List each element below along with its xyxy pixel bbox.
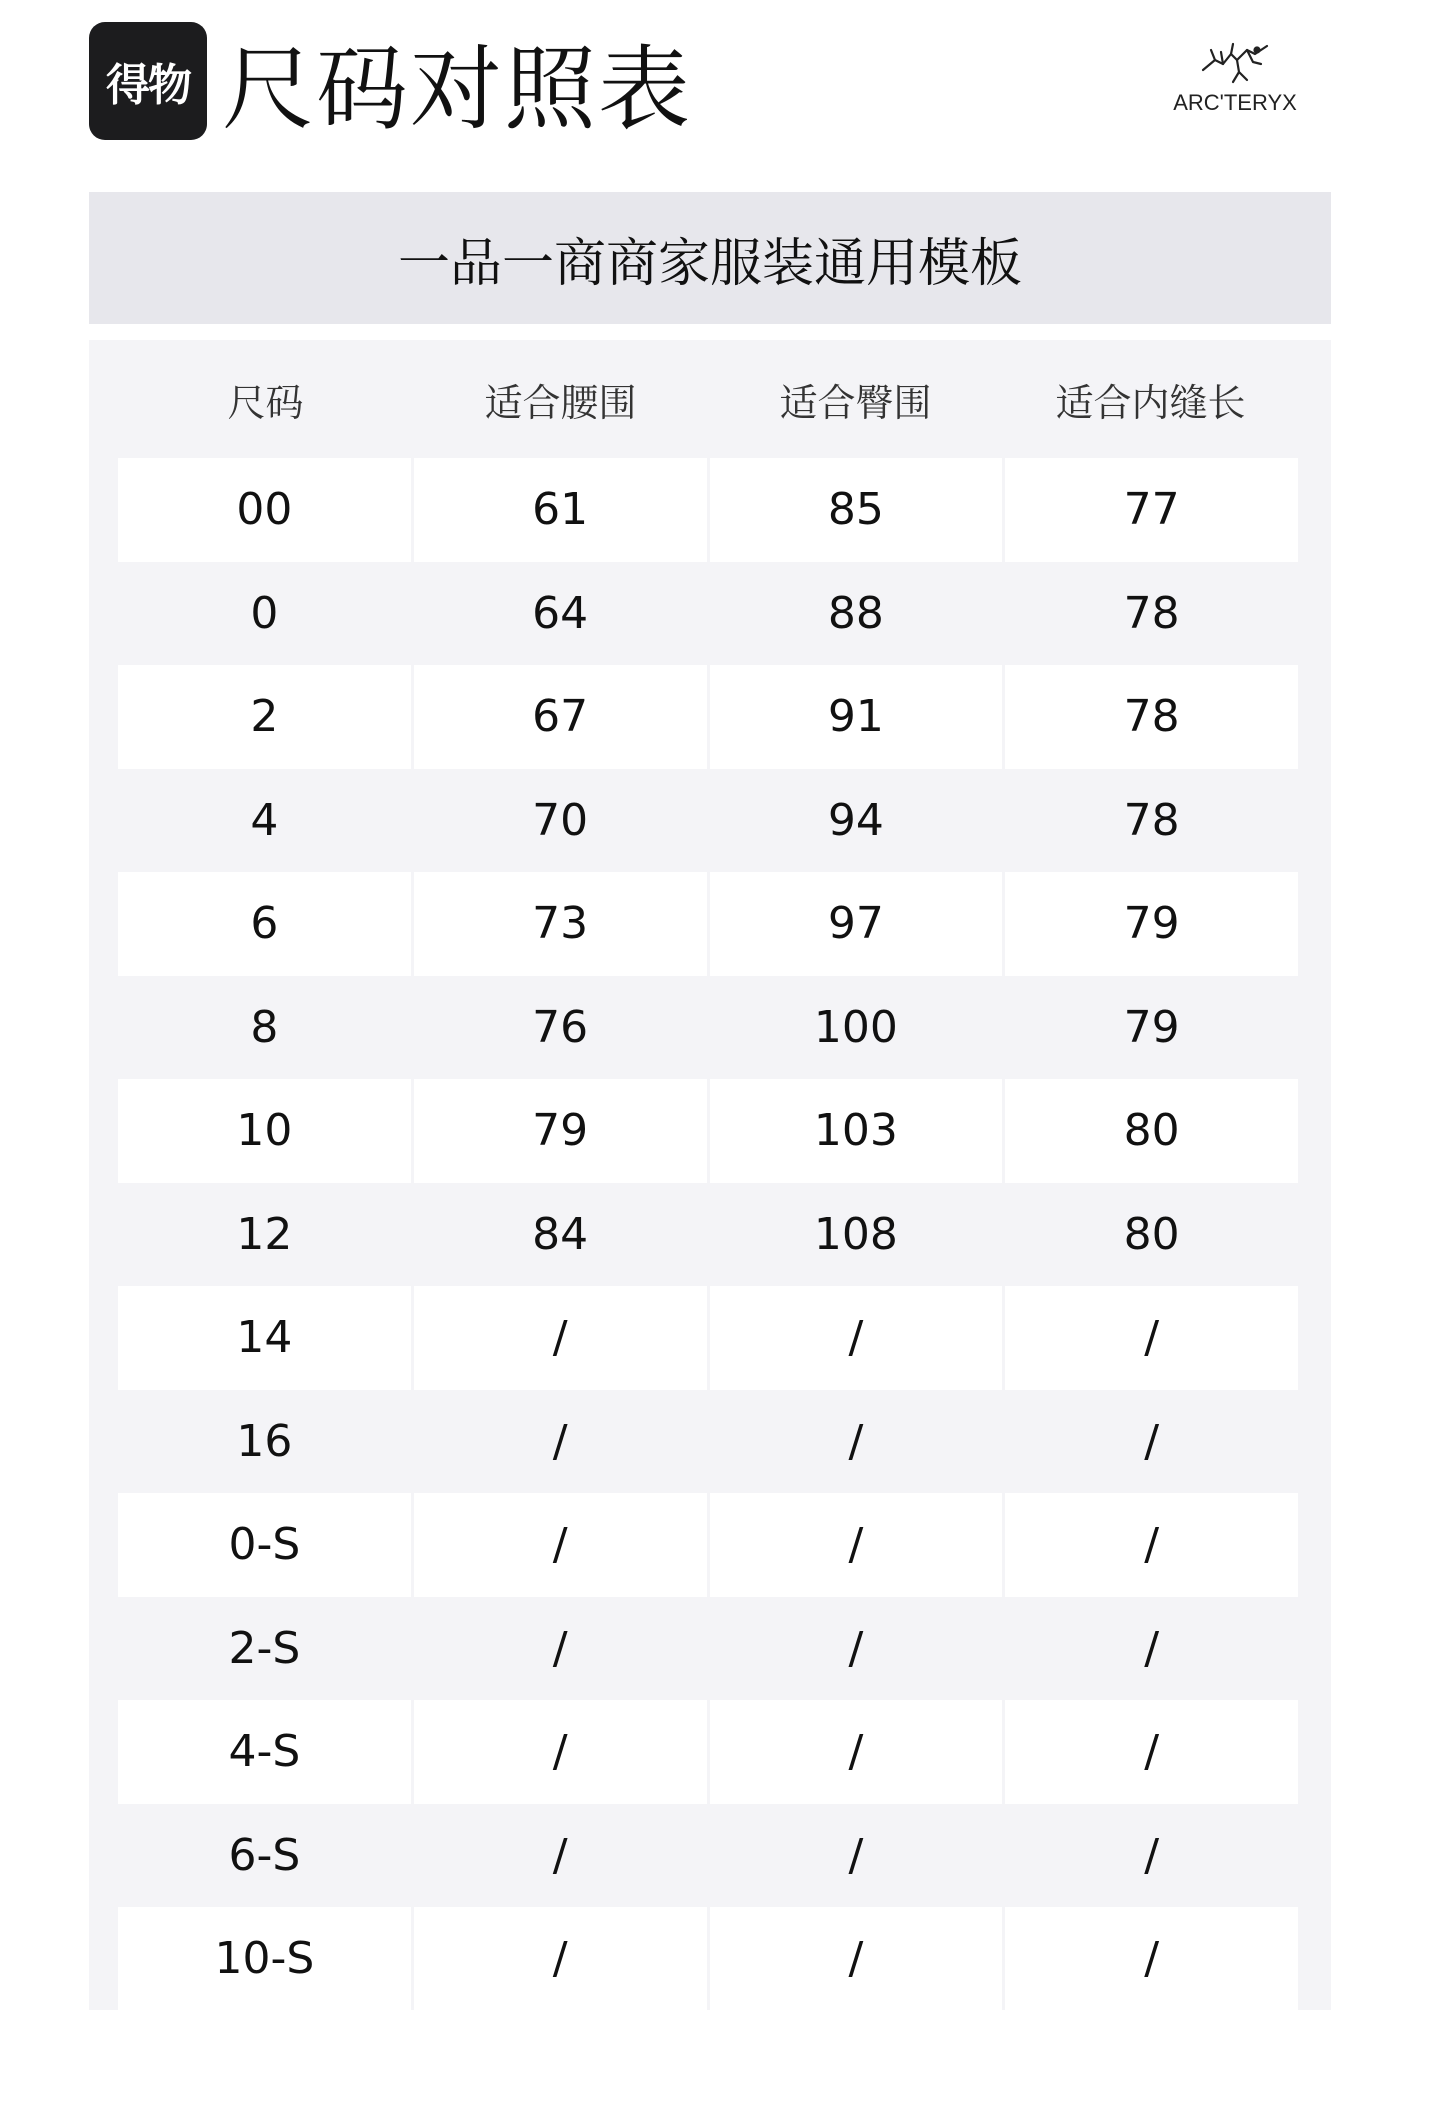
cell-inseam: 77 (1005, 458, 1298, 562)
cell-inseam: 79 (1005, 976, 1298, 1080)
cell-inseam: 79 (1005, 872, 1298, 976)
cell-size: 6-S (118, 1804, 411, 1908)
cell-size: 2-S (118, 1597, 411, 1701)
cell-size: 6 (118, 872, 411, 976)
cell-hip: / (710, 1597, 1003, 1701)
cell-inseam: / (1005, 1907, 1298, 2011)
cell-hip: 88 (710, 562, 1003, 666)
cell-hip: 91 (710, 665, 1003, 769)
table-row (118, 562, 1298, 666)
brand-logo (1170, 40, 1300, 130)
size-table (89, 340, 1331, 2010)
cell-inseam: 80 (1005, 1079, 1298, 1183)
cell-size: 14 (118, 1286, 411, 1390)
cell-size: 2 (118, 665, 411, 769)
table-row (118, 1079, 1298, 1183)
page-title: 尺码对照表 (222, 36, 693, 143)
cell-hip: / (710, 1286, 1003, 1390)
cell-hip: 85 (710, 458, 1003, 562)
cell-inseam: / (1005, 1390, 1298, 1494)
cell-inseam: / (1005, 1700, 1298, 1804)
table-row (118, 1804, 1298, 1908)
page-header (0, 0, 1440, 180)
table-row (118, 1700, 1298, 1804)
cell-waist: 64 (414, 562, 707, 666)
template-banner-text: 一品一商商家服装通用模板 (397, 233, 1022, 294)
cell-inseam: / (1005, 1286, 1298, 1390)
table-row (118, 1286, 1298, 1390)
cell-waist: 76 (414, 976, 707, 1080)
cell-size: 4 (118, 769, 411, 873)
table-row (118, 976, 1298, 1080)
table-row (118, 1597, 1298, 1701)
cell-hip: / (710, 1804, 1003, 1908)
cell-size: 12 (118, 1183, 411, 1287)
cell-hip: 97 (710, 872, 1003, 976)
cell-waist: / (414, 1390, 707, 1494)
table-row (118, 1183, 1298, 1287)
logo-text: 得物 (106, 60, 190, 111)
cell-waist: 79 (414, 1079, 707, 1183)
cell-inseam: 78 (1005, 562, 1298, 666)
column-header-hip: 适合臀围 (779, 380, 932, 425)
table-body (118, 458, 1298, 2011)
cell-inseam: 78 (1005, 665, 1298, 769)
table-row (118, 769, 1298, 873)
cell-waist: / (414, 1493, 707, 1597)
column-header-waist: 适合腰围 (484, 380, 637, 425)
column-header-inseam: 适合内缝长 (1055, 380, 1246, 425)
cell-size: 4-S (118, 1700, 411, 1804)
table-row (118, 1493, 1298, 1597)
cell-hip: / (710, 1700, 1003, 1804)
cell-waist: / (414, 1597, 707, 1701)
cell-inseam: 78 (1005, 769, 1298, 873)
table-row (118, 872, 1298, 976)
cell-inseam: / (1005, 1493, 1298, 1597)
cell-inseam: / (1005, 1597, 1298, 1701)
cell-size: 8 (118, 976, 411, 1080)
table-header (118, 340, 1298, 458)
cell-waist: 70 (414, 769, 707, 873)
cell-inseam: 80 (1005, 1183, 1298, 1287)
cell-hip: / (710, 1493, 1003, 1597)
dewu-logo (89, 22, 207, 140)
archaeopteryx-icon (1197, 40, 1273, 86)
cell-waist: 84 (414, 1183, 707, 1287)
table-row (118, 665, 1298, 769)
cell-size: 16 (118, 1390, 411, 1494)
template-banner (89, 192, 1331, 324)
cell-hip: 108 (710, 1183, 1003, 1287)
cell-size: 00 (118, 458, 411, 562)
cell-hip: 94 (710, 769, 1003, 873)
cell-inseam: / (1005, 1804, 1298, 1908)
cell-hip: / (710, 1390, 1003, 1494)
table-row (118, 1390, 1298, 1494)
cell-waist: / (414, 1907, 707, 2011)
cell-size: 0-S (118, 1493, 411, 1597)
column-header-size: 尺码 (227, 380, 304, 425)
cell-hip: 103 (710, 1079, 1003, 1183)
cell-waist: 73 (414, 872, 707, 976)
cell-waist: / (414, 1286, 707, 1390)
cell-waist: / (414, 1700, 707, 1804)
cell-size: 0 (118, 562, 411, 666)
table-row (118, 1907, 1298, 2011)
cell-waist: 61 (414, 458, 707, 562)
table-row (118, 458, 1298, 562)
cell-waist: / (414, 1804, 707, 1908)
cell-hip: 100 (710, 976, 1003, 1080)
cell-hip: / (710, 1907, 1003, 2011)
cell-size: 10-S (118, 1907, 411, 2011)
cell-waist: 67 (414, 665, 707, 769)
brand-name: ARC'TERYX (1173, 90, 1297, 115)
cell-size: 10 (118, 1079, 411, 1183)
